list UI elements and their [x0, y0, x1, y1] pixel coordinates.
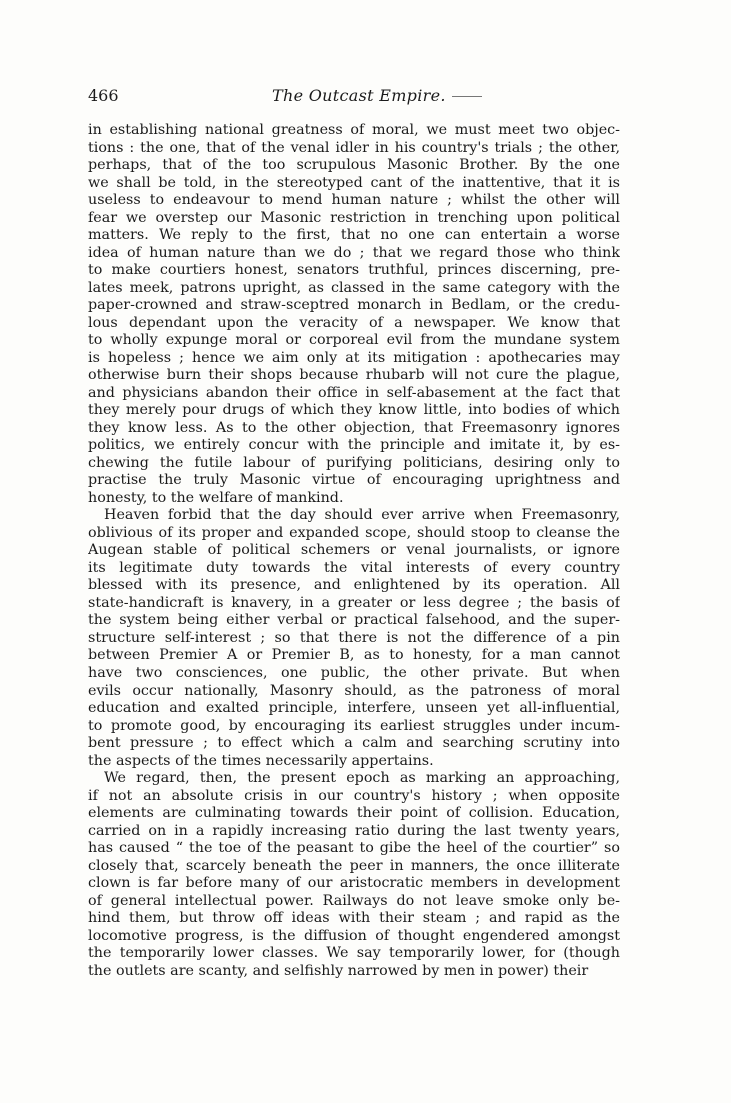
text-line: has caused “ the toe of the peasant to gibe the heel of the courtier” so — [88, 840, 620, 857]
text-line: of general intellectual power. Railways do not leave smoke only be- — [88, 892, 620, 909]
text-line: if not an absolute crisis in our country's history ; when opposite — [88, 787, 620, 804]
text-line: practise the truly Masonic virtue of encouraging uprightness and — [88, 472, 620, 489]
text-line: elements are culminating towards their point of collision. Education, — [88, 805, 620, 822]
text-line: paper-crowned and straw-sceptred monarch in Bedlam, or the credu- — [88, 297, 620, 314]
text-line: otherwise burn their shops because rhubarb will not cure the plague, — [88, 367, 620, 384]
text-line: perhaps, that of the too scrupulous Masonic Brother. By the one — [88, 157, 620, 174]
text-line: honesty, to the welfare of mankind. — [88, 489, 344, 506]
paragraph — [88, 770, 620, 980]
text-line: we shall be told, in the stereotyped cant of the inattentive, that it is — [88, 174, 620, 191]
text-line: state-handicraft is knavery, in a greater or less degree ; the basis of — [88, 594, 620, 611]
text-line: bent pressure ; to effect which a calm and searching scrutiny into — [88, 735, 620, 752]
text-line: the temporarily lower classes. We say temporarily lower, for (though — [88, 945, 620, 962]
body-text — [88, 122, 620, 980]
text-line: clown is far before many of our aristocratic members in development — [88, 875, 620, 892]
text-line: they merely pour drugs of which they know little, into bodies of which — [88, 402, 620, 419]
text-line: between Premier A or Premier B, as to honesty, for a man cannot — [88, 647, 620, 664]
text-line: education and exalted principle, interfere, unseen yet all-influential, — [88, 700, 620, 717]
text-line: is hopeless ; hence we aim only at its mitigation : apothecaries may — [88, 349, 620, 366]
text-line: have two consciences, one public, the other private. But when — [88, 664, 620, 681]
text-line: locomotive progress, is the diffusion of thought engendered amongst — [88, 927, 620, 944]
text-line: evils occur nationally, Masonry should, as the patroness of moral — [88, 682, 620, 699]
text-line: matters. We reply to the first, that no one can entertain a worse — [88, 227, 620, 244]
page-header — [88, 86, 628, 110]
text-line: hind them, but throw off ideas with their steam ; and rapid as the — [88, 910, 620, 927]
text-line: to wholly expunge moral or corporeal evil from the mundane system — [88, 332, 620, 349]
text-line: the outlets are scanty, and selfishly narrowed by men in power) their — [88, 962, 589, 979]
text-line: structure self-interest ; so that there is not the difference of a pin — [88, 629, 620, 646]
text-line: in establishing national greatness of moral, we must meet two objec- — [88, 122, 620, 138]
text-line: We regard, then, the present epoch as marking an approaching, — [104, 770, 620, 787]
text-line: the system being either verbal or practical falsehood, and the super- — [88, 612, 620, 629]
text-line: blessed with its presence, and enlightened by its operation. All — [88, 577, 620, 594]
text-line: useless to endeavour to mend human nature ; whilst the other will — [88, 192, 620, 209]
text-line: lous dependant upon the veracity of a newspaper. We know that — [88, 314, 620, 331]
text-line: and physicians abandon their office in self-abasement at the fact that — [88, 384, 620, 401]
text-line: they know less. As to the other objection, that Freemasonry ignores — [88, 419, 620, 436]
running-title: The Outcast Empire. — [272, 86, 446, 105]
text-line: to promote good, by encouraging its earliest struggles under incum- — [88, 717, 620, 734]
header-rule — [452, 96, 482, 97]
text-line: carried on in a rapidly increasing ratio during the last twenty years, — [88, 822, 620, 839]
text-line: oblivious of its proper and expanded scope, should stoop to cleanse the — [88, 524, 620, 541]
text-line: closely that, scarcely beneath the peer in manners, the once illiterate — [88, 857, 620, 874]
paragraph — [88, 507, 620, 770]
text-line: idea of human nature than we do ; that we regard those who think — [88, 244, 620, 261]
text-line: Heaven forbid that the day should ever arrive when Freemasonry, — [104, 507, 620, 524]
page-number: 466 — [88, 86, 119, 105]
text-line: politics, we entirely concur with the principle and imitate it, by es- — [88, 437, 620, 454]
text-line: the aspects of the times necessarily appertains. — [88, 752, 434, 769]
text-line: its legitimate duty towards the vital interests of every country — [88, 559, 620, 576]
text-line: fear we overstep our Masonic restriction in trenching upon political — [88, 209, 620, 226]
text-line: chewing the futile labour of purifying politicians, desiring only to — [88, 454, 620, 471]
text-line: Augean stable of political schemers or venal journalists, or ignore — [88, 542, 620, 559]
text-line: to make courtiers honest, senators truthful, princes discerning, pre- — [88, 262, 620, 279]
text-line: tions : the one, that of the venal idler in his country's trials ; the other, — [88, 139, 620, 156]
text-line: lates meek, patrons upright, as classed in the same category with the — [88, 279, 620, 296]
paragraph — [88, 122, 620, 507]
